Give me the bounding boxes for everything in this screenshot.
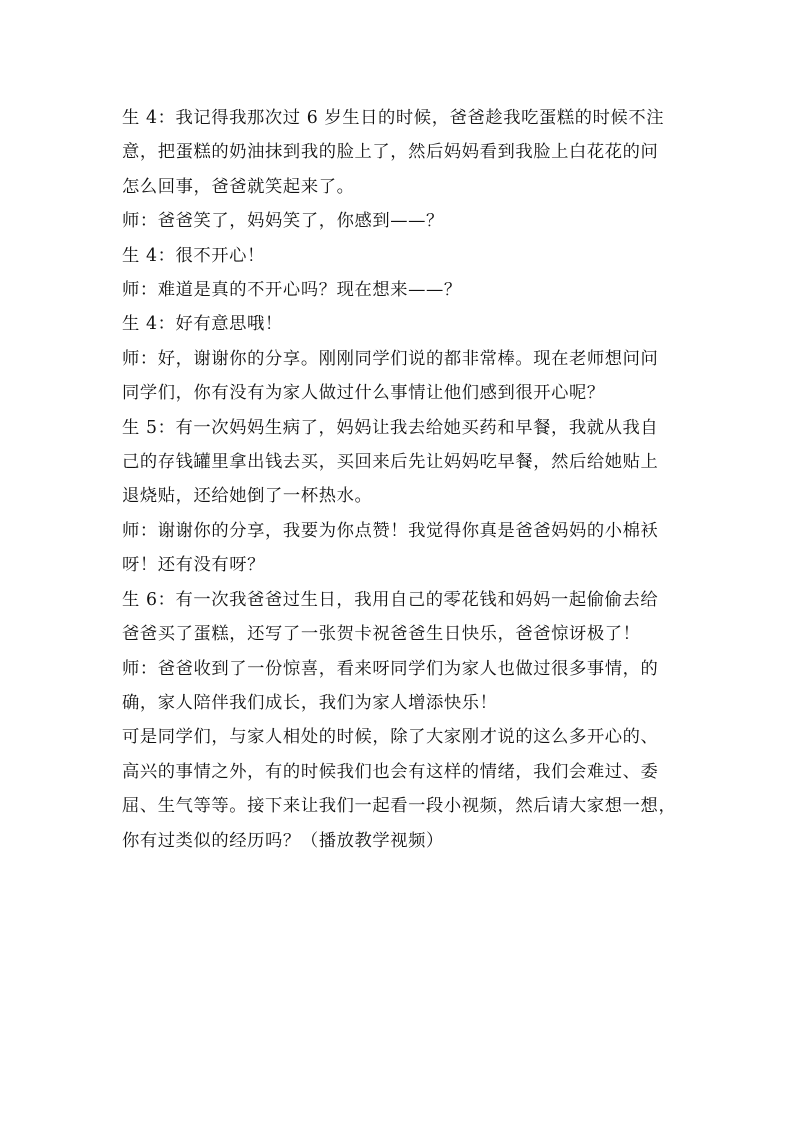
- text-line: 退烧贴，还给她倒了一杯热水。: [122, 486, 373, 507]
- paragraph-teacher-question: [122, 204, 678, 238]
- text-line: 你有过类似的经历吗？（播放教学视频）: [122, 830, 444, 851]
- text-line: 怎么回事，爸爸就笑起来了。: [122, 176, 355, 197]
- paragraph-student4-story: [122, 101, 678, 204]
- text-line: 生 4：好有意思哦！: [122, 314, 283, 335]
- text-line: 同学们，你有没有为家人做过什么事情让他们感到很开心呢？: [122, 383, 605, 404]
- text-line: 可是同学们，与家人相处的时候，除了大家刚才说的这么多开心的、: [122, 727, 659, 748]
- paragraph-transition-video: [122, 720, 678, 858]
- paragraph-teacher-summary: [122, 652, 678, 721]
- paragraph-student6-story: [122, 583, 678, 652]
- text-line: 生 4：很不开心！: [122, 245, 265, 266]
- document-body: [122, 101, 678, 858]
- text-line: 确，家人陪伴我们成长，我们为家人增添快乐！: [122, 692, 498, 713]
- text-line: 师：谢谢你的分享，我要为你点赞！我觉得你真是爸爸妈妈的小棉袄: [122, 520, 659, 541]
- text-line: 师：爸爸笑了，妈妈笑了，你感到——？: [122, 211, 444, 232]
- text-line: 己的存钱罐里拿出钱去买，买回来后先让妈妈吃早餐，然后给她贴上: [122, 452, 659, 473]
- text-line: 高兴的事情之外，有的时候我们也会有这样的情绪，我们会难过、委: [122, 761, 659, 782]
- text-line: 师：好，谢谢你的分享。刚刚同学们说的都非常棒。现在老师想问问: [122, 348, 659, 369]
- text-line: 意，把蛋糕的奶油抹到我的脸上了，然后妈妈看到我脸上白花花的问: [122, 142, 659, 163]
- text-line: 呀！还有没有呀？: [122, 555, 266, 576]
- text-line: 爸爸买了蛋糕，还写了一张贺卡祝爸爸生日快乐，爸爸惊讶极了！: [122, 624, 641, 645]
- paragraph-student4-reply: [122, 239, 678, 273]
- text-line: 屈、生气等等。接下来让我们一起看一段小视频，然后请大家想一想，: [122, 796, 677, 817]
- paragraph-teacher-followup: [122, 273, 678, 307]
- text-line: 师：爸爸收到了一份惊喜，看来呀同学们为家人也做过很多事情，的: [122, 658, 659, 679]
- paragraph-student5-story: [122, 411, 678, 514]
- text-line: 生 4：我记得我那次过 6 岁生日的时候，爸爸趁我吃蛋糕的时候不注: [122, 108, 665, 128]
- paragraph-teacher-thanks: [122, 342, 678, 411]
- text-line: 生 5：有一次妈妈生病了，妈妈让我去给她买药和早餐，我就从我自: [122, 417, 659, 438]
- paragraph-teacher-praise: [122, 514, 678, 583]
- text-line: 师：难道是真的不开心吗？现在想来——？: [122, 280, 462, 301]
- paragraph-student4-answer: [122, 307, 678, 341]
- text-line: 生 6：有一次我爸爸过生日，我用自己的零花钱和妈妈一起偷偷去给: [122, 589, 659, 610]
